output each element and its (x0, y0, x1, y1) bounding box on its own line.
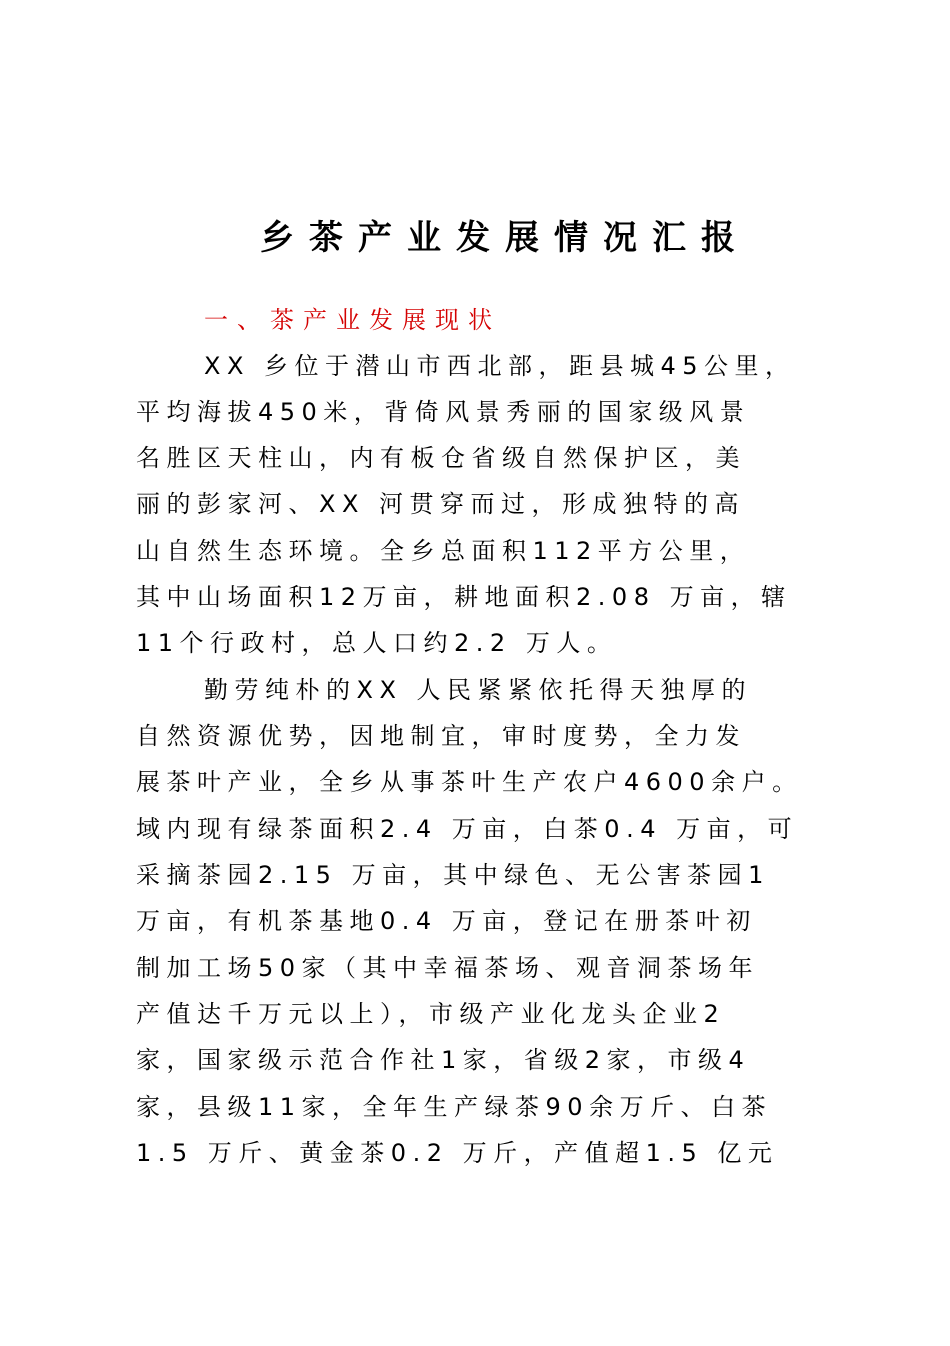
paragraph-2-line-3: 展茶叶产业，全乡从事茶叶生产农户4600余户。 (136, 768, 803, 796)
paragraph-1-line-7: 11个行政村，总人口约2.2 万人。 (136, 629, 618, 657)
section-heading: 一、茶产业发展现状 (204, 306, 501, 334)
paragraph-2-line-10: 家，县级11家，全年生产绿茶90余万斤、白茶 (136, 1093, 773, 1121)
paragraph-1-line-5: 山自然生态环境。全乡总面积112平方公里， (136, 537, 751, 565)
paragraph-2-line-6: 万亩，有机茶基地0.4 万亩，登记在册茶叶初 (136, 907, 757, 935)
paragraph-2-line-7: 制加工场50家（其中幸福茶场、观音洞茶场年 (136, 954, 760, 982)
paragraph-2-line-1: 勤劳纯朴的XX 人民紧紧依托得天独厚的 (204, 676, 753, 704)
paragraph-2-line-9: 家，国家级示范合作社1家，省级2家，市级4 (136, 1046, 751, 1074)
paragraph-1-line-1: XX 乡位于潜山市西北部，距县城45公里， (204, 352, 796, 380)
paragraph-2-line-5: 采摘茶园2.15 万亩，其中绿色、无公害茶园1 (136, 861, 770, 889)
paragraph-1-line-2: 平均海拔450米，背倚风景秀丽的国家级风景 (136, 398, 751, 426)
paragraph-2-line-4: 域内现有绿茶面积2.4 万亩，白茶0.4 万亩，可 (136, 815, 799, 843)
paragraph-1-line-4: 丽的彭家河、XX 河贯穿而过，形成独特的高 (136, 490, 746, 518)
paragraph-2-line-2: 自然资源优势，因地制宜，审时度势，全力发 (136, 722, 746, 750)
paragraph-1-line-3: 名胜区天柱山，内有板仓省级自然保护区，美 (136, 444, 746, 472)
document-title: 乡茶产业发展情况汇报 (260, 218, 750, 258)
paragraph-2-line-8: 产值达千万元以上），市级产业化龙头企业2 (136, 1000, 726, 1028)
paragraph-2-line-11: 1.5 万斤、黄金茶0.2 万斤，产值超1.5 亿元 (136, 1139, 779, 1167)
paragraph-1-line-6: 其中山场面积12万亩，耕地面积2.08 万亩，辖 (136, 583, 792, 611)
